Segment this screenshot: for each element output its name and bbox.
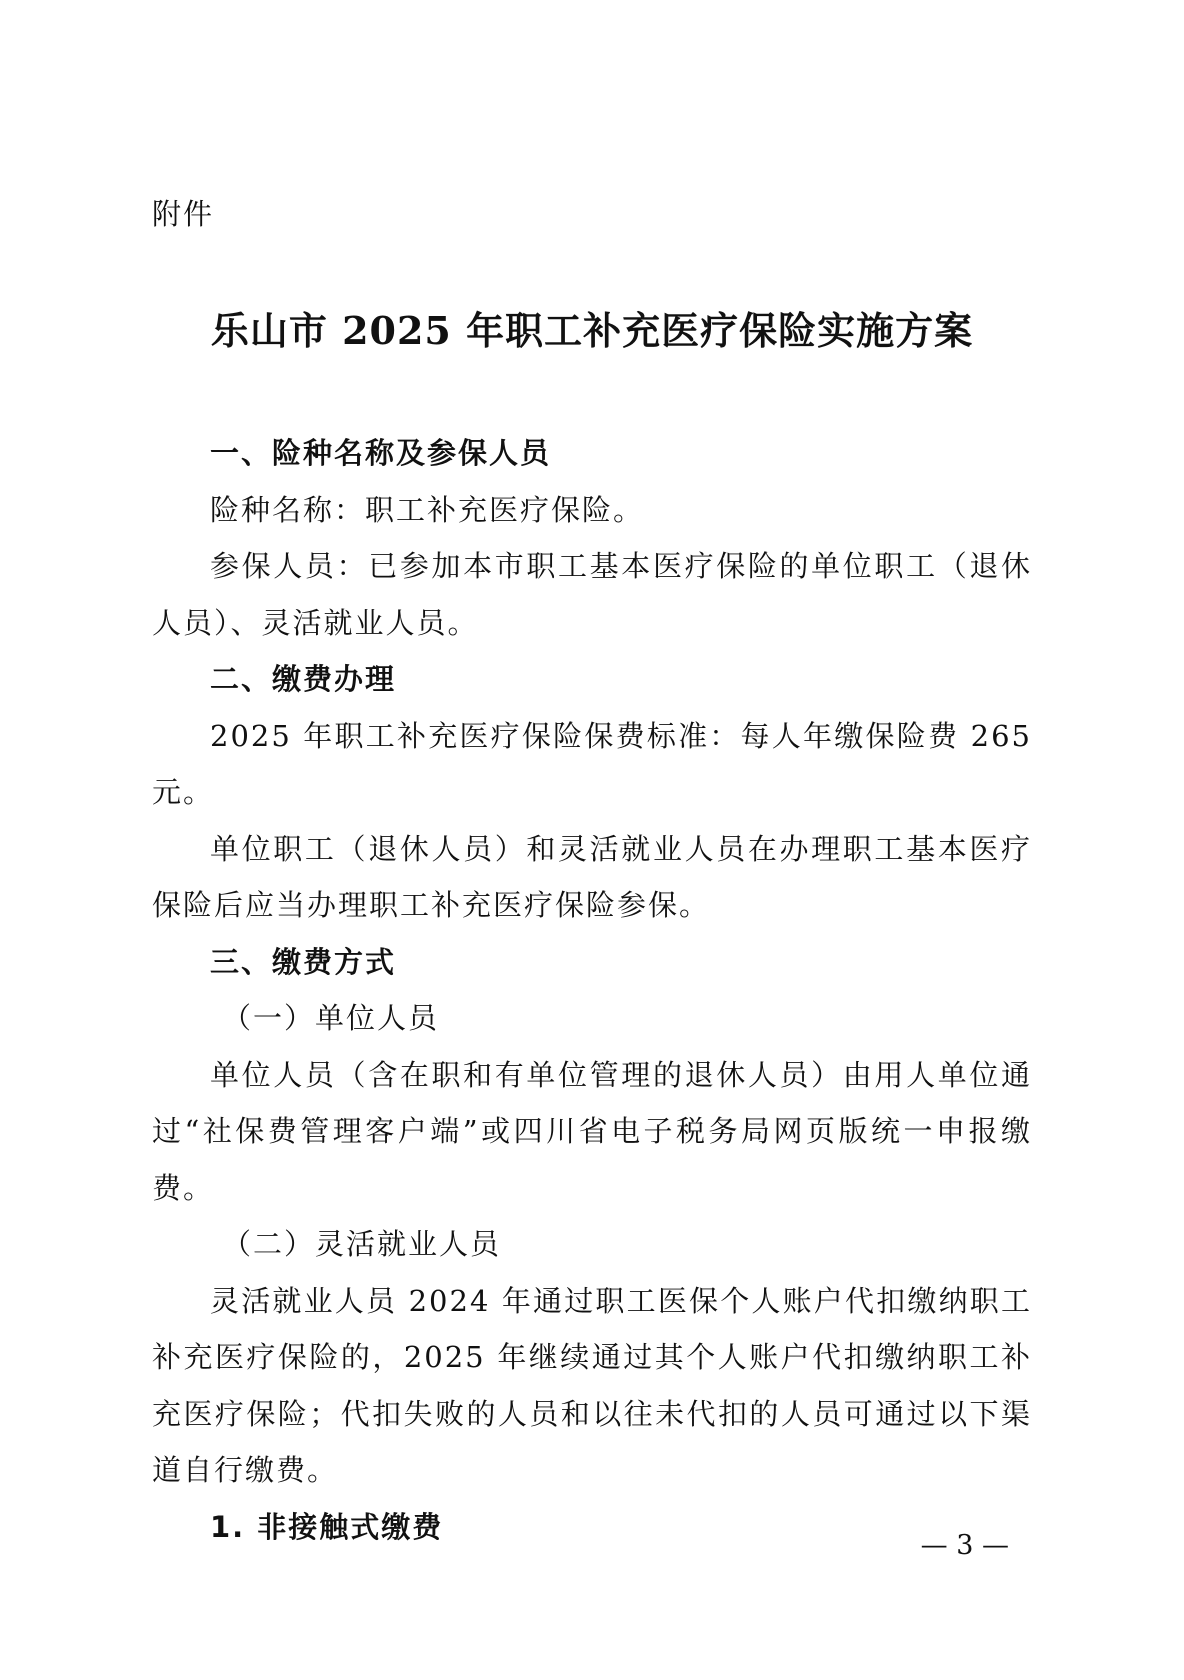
subheading-employer-staff: （一）单位人员 (222, 1001, 440, 1035)
document-body (152, 425, 1032, 1555)
page-number: — 3 — (920, 1530, 1009, 1561)
paragraph-insurance-name: 险种名称：职工补充医疗保险。 (210, 492, 645, 527)
attachment-label: 附件 (152, 197, 215, 231)
subheading-flexible-employment: （二）灵活就业人员 (222, 1227, 502, 1261)
paragraph-flexible-employment: 灵活就业人员 2024 年通过职工医保个人账户代扣缴纳职工补充医疗保险的，2025 年继续通过其个人账户代扣缴纳职工补充医疗保险；代扣失败的人员和以往未代扣的人员可通过以下渠道自行缴费。 (152, 1283, 1032, 1487)
paragraph-employer-staff: 单位人员（含在职和有单位管理的退休人员）由用人单位通过“社保费管理客户端”或四川省电子税务局网页版统一申报缴费。 (152, 1057, 1032, 1205)
section-heading-2: 二、缴费办理 (210, 662, 397, 696)
subheading-contactless-payment: 1. 非接触式缴费 (210, 1509, 444, 1544)
paragraph-enrollment: 单位职工（退休人员）和灵活就业人员在办理职工基本医疗保险后应当办理职工补充医疗保险参保。 (152, 831, 1032, 922)
paragraph-premium-standard: 2025 年职工补充医疗保险保费标准：每人年缴保险费 265 元。 (152, 718, 1032, 809)
paragraph-insured-persons: 参保人员：已参加本市职工基本医疗保险的单位职工（退休人员）、灵活就业人员。 (152, 549, 1032, 640)
section-heading-3: 三、缴费方式 (210, 944, 397, 979)
section-heading-1: 一、险种名称及参保人员 (210, 436, 552, 470)
page-title: 乐山市 2025 年职工补充医疗保险实施方案 (210, 308, 974, 353)
